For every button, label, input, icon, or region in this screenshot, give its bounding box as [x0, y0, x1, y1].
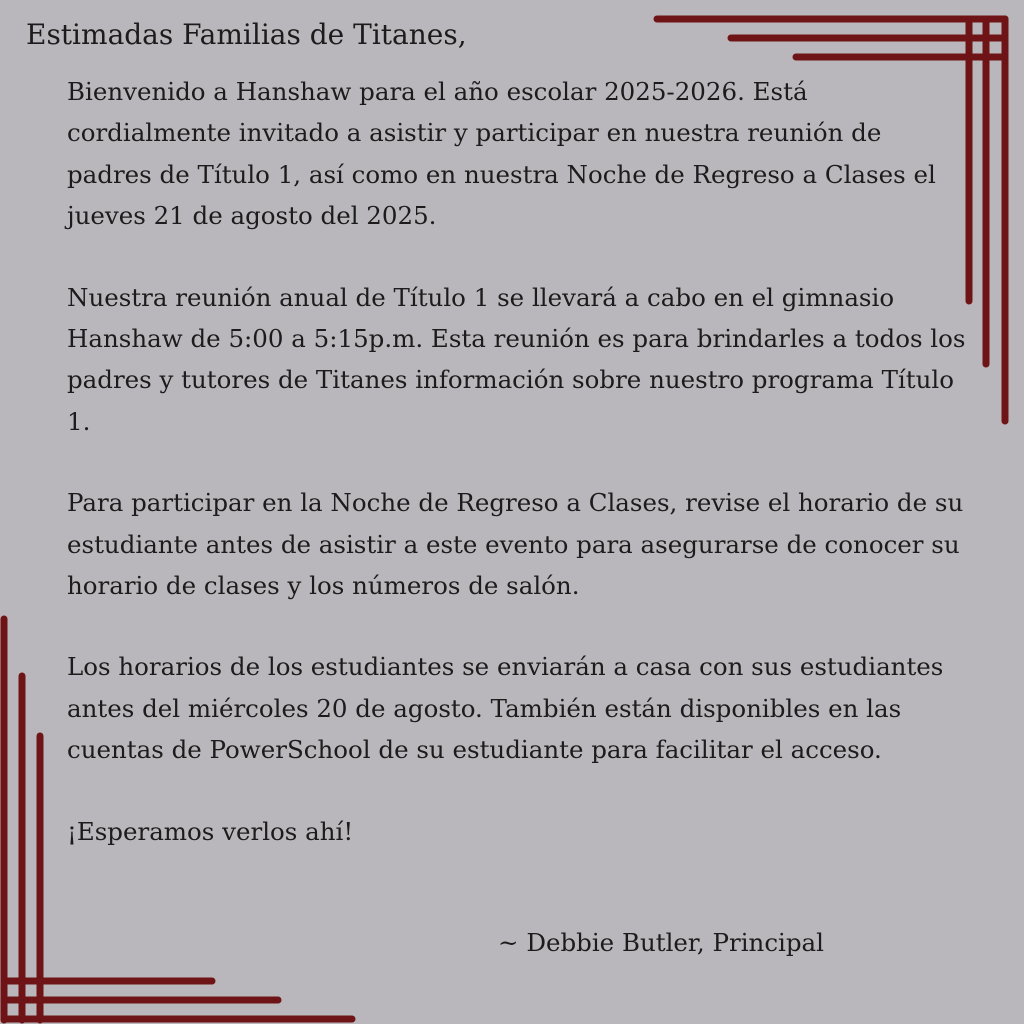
paragraph-title1-meeting: Nuestra reunión anual de Título 1 se llevará a cabo en el gimnasio Hanshaw de 5:00 a 5:15p.m. Esta reunión es para brindarles a todos los padres y tutores de Titanes información sobre nuestro programa Título 1.: [67, 282, 966, 436]
letter-closing: ¡Esperamos verlos ahí!: [67, 816, 354, 846]
paragraph-schedules: Los horarios de los estudiantes se enviarán a casa con sus estudiantes antes del miércoles 20 de agosto. También están disponibles en las cuentas de PowerSchool de su estudiante para facilitar el acceso.: [67, 652, 944, 765]
letter-body: [67, 71, 967, 852]
paragraph-welcome: Bienvenido a Hanshaw para el año escolar 2025-2026. Está cordialmente invitado a asistir y participar en nuestra reunión de padres de Título 1, así como en nuestra Noche de Regreso a Clases el jueves 21 de agosto del 2025.: [67, 77, 936, 231]
letter-greeting: Estimadas Familias de Titanes,: [26, 18, 467, 51]
paragraph-back-to-school: Para participar en la Noche de Regreso a Clases, revise el horario de su estudiante antes de asistir a este evento para asegurarse de conocer su horario de clases y los números de salón.: [67, 488, 964, 601]
letter-signature: ~ Debbie Butler, Principal: [498, 928, 825, 957]
